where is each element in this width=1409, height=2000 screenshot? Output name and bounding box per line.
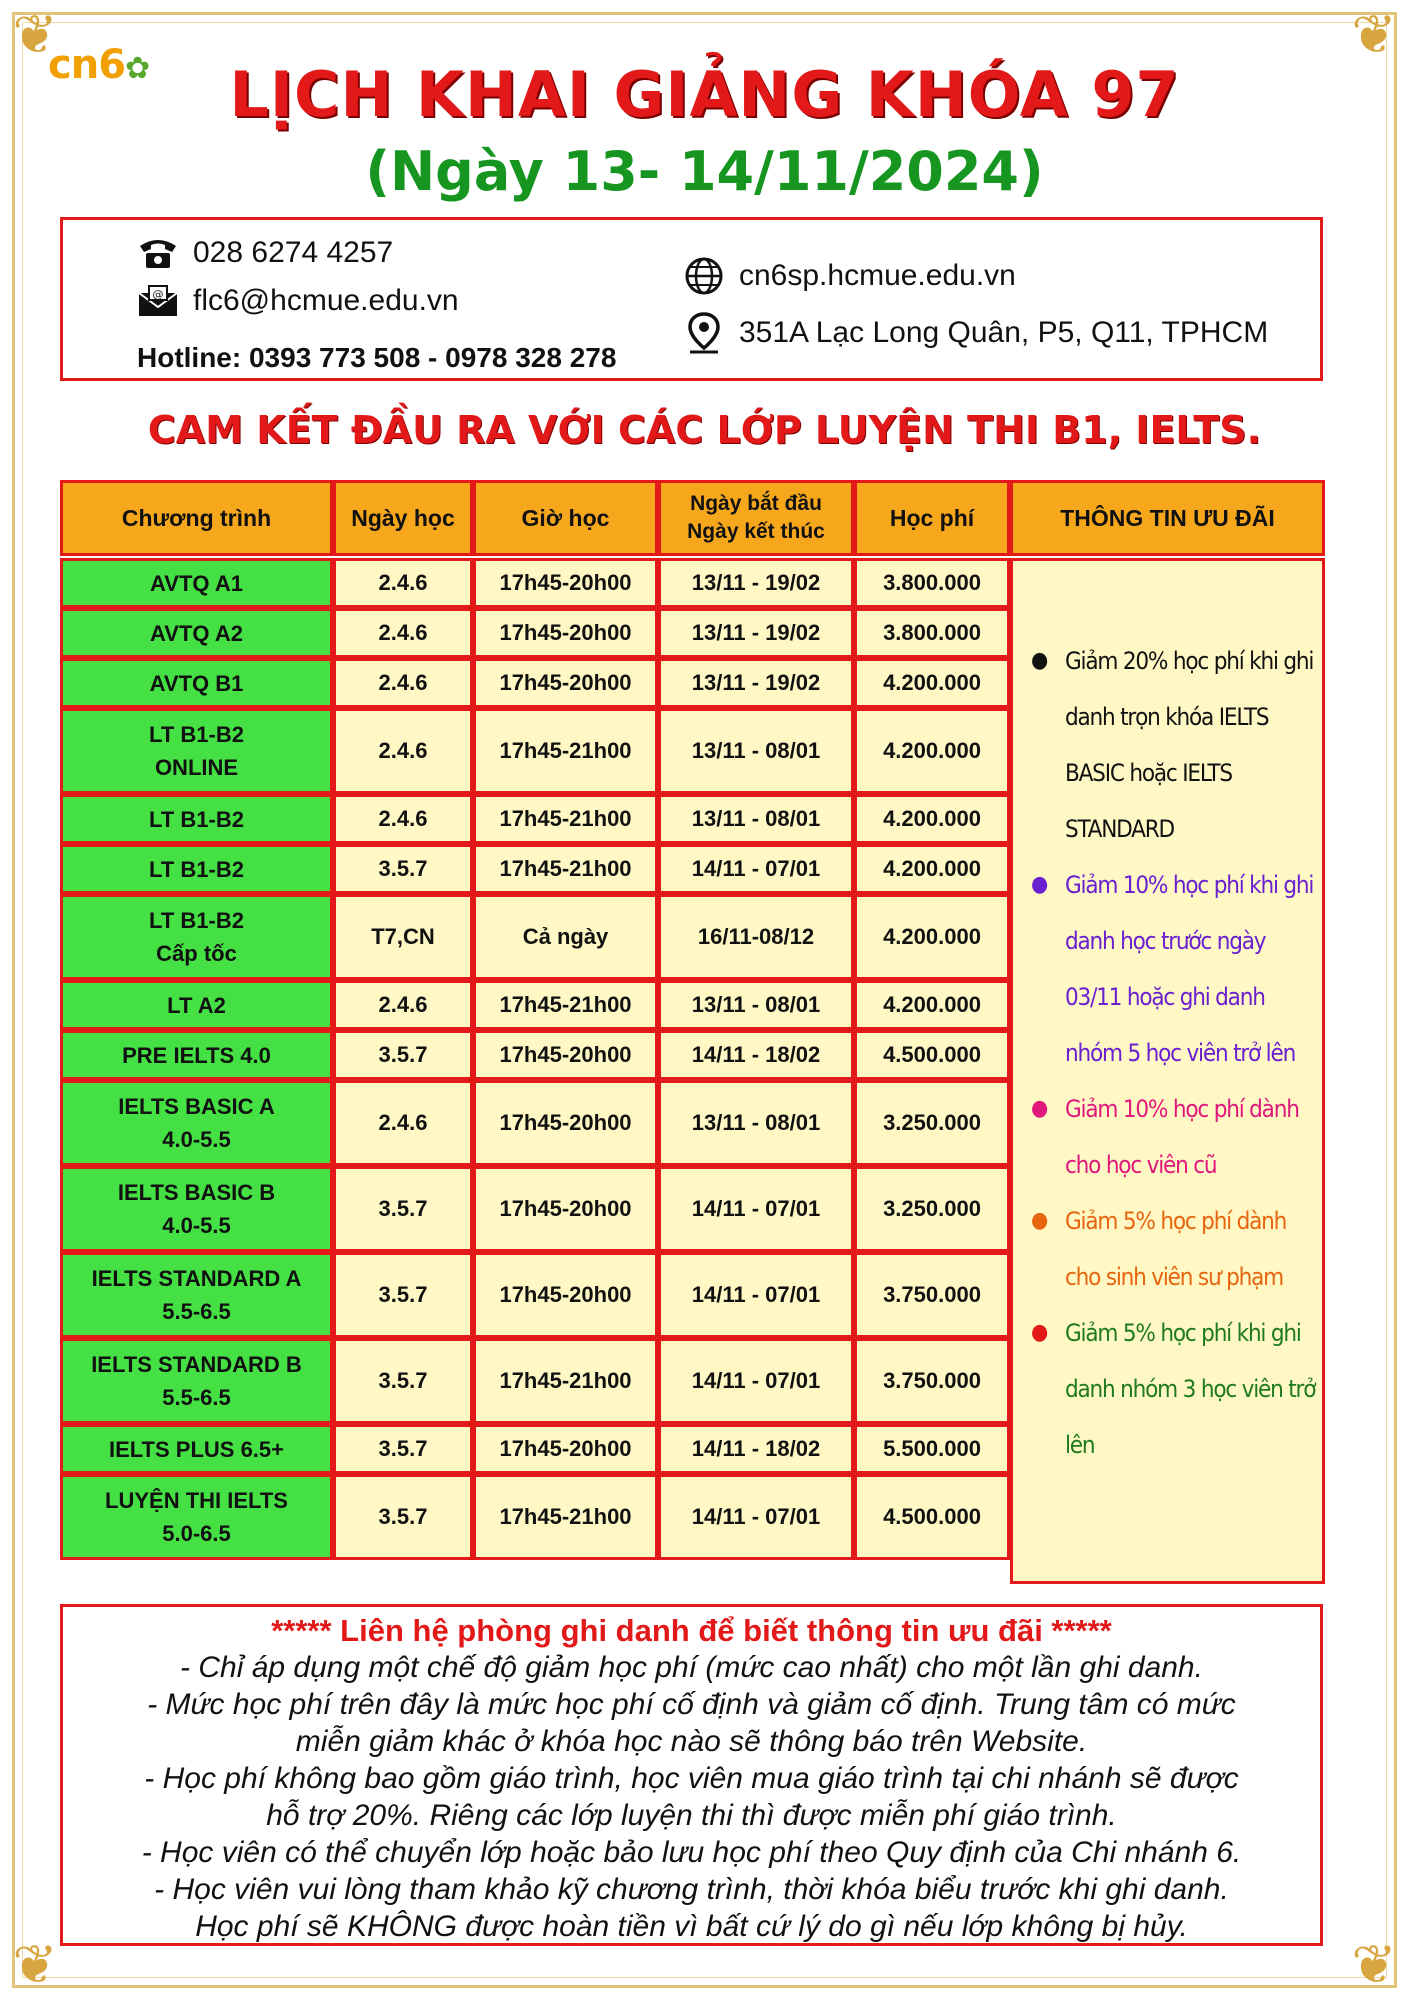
- program-name-line: 4.0-5.5: [162, 1213, 231, 1238]
- program-name-line: LT B1-B2: [149, 806, 244, 832]
- cell-fee: 5.500.000: [854, 1424, 1010, 1474]
- cell-days: 3.5.7: [333, 1166, 473, 1252]
- cell-fee: 3.800.000: [854, 558, 1010, 608]
- bullet-icon: ●: [1031, 1096, 1048, 1121]
- notes-lines: [63, 1649, 1320, 1945]
- cell-time: 17h45-20h00: [473, 1252, 658, 1338]
- cell-time: 17h45-20h00: [473, 608, 658, 658]
- program-name-line: PRE IELTS 4.0: [122, 1042, 271, 1068]
- cell-days: 3.5.7: [333, 1474, 473, 1560]
- header-days: Ngày học: [333, 480, 473, 556]
- promotion-item: ● Giảm 20% học phí khi ghi danh trọn khóa IELTS BASIC hoặc IELTS STANDARD: [1031, 633, 1323, 857]
- cell-program: [60, 980, 333, 1030]
- promotion-item: ● Giảm 10% học phí khi ghi danh học trước ngày 03/11 hoặc ghi danh nhóm 5 học viên trở lên: [1031, 857, 1323, 1081]
- contact-email[interactable]: @ flc6@hcmue.edu.vn: [137, 280, 459, 322]
- cell-fee: 3.250.000: [854, 1166, 1010, 1252]
- cell-program: [60, 1474, 333, 1560]
- cell-time: 17h45-20h00: [473, 558, 658, 608]
- cell-fee: 3.800.000: [854, 608, 1010, 658]
- cell-fee: 4.500.000: [854, 1030, 1010, 1080]
- cell-time: 17h45-20h00: [473, 1030, 658, 1080]
- note-line: hỗ trợ 20%. Riêng các lớp luyện thi thì được miễn phí giáo trình.: [266, 1799, 1117, 1832]
- cell-program: [60, 608, 333, 658]
- header-promotions: THÔNG TIN ƯU ĐÃI: [1010, 480, 1325, 556]
- cell-dates: 14/11 - 07/01: [658, 1252, 854, 1338]
- cell-time: 17h45-21h00: [473, 1338, 658, 1424]
- hotline: Hotline: 0393 773 508 - 0978 328 278: [137, 342, 617, 373]
- program-name-line: AVTQ A2: [150, 620, 243, 646]
- cell-fee: 4.200.000: [854, 794, 1010, 844]
- cell-time: 17h45-21h00: [473, 1474, 658, 1560]
- contact-address: 351A Lạc Long Quân, P5, Q11, TPHCM: [683, 312, 1268, 354]
- cell-fee: 3.750.000: [854, 1252, 1010, 1338]
- cell-time: Cả ngày: [473, 894, 658, 980]
- cell-dates: 13/11 - 19/02: [658, 608, 854, 658]
- cell-dates: 14/11 - 07/01: [658, 1474, 854, 1560]
- bullet-icon: ●: [1031, 872, 1048, 897]
- page-title: LỊCH KHAI GIẢNG KHÓA 97: [229, 58, 1180, 131]
- corner-ornament-icon: ❦: [1351, 5, 1397, 65]
- note-line: - Chỉ áp dụng một chế độ giảm học phí (mức cao nhất) cho một lần ghi danh.: [180, 1651, 1203, 1684]
- promotion-item: ● Giảm 5% học phí khi ghi danh nhóm 3 học viên trở lên: [1031, 1305, 1323, 1473]
- cell-time: 17h45-20h00: [473, 1424, 658, 1474]
- cell-days: 2.4.6: [333, 608, 473, 658]
- note-line: - Học viên có thể chuyển lớp hoặc bảo lưu học phí theo Quy định của Chi nhánh 6.: [141, 1836, 1242, 1869]
- cell-dates: 14/11 - 18/02: [658, 1424, 854, 1474]
- corner-ornament-icon: ❦: [1351, 1935, 1397, 1995]
- cell-days: 2.4.6: [333, 658, 473, 708]
- cell-days: 2.4.6: [333, 558, 473, 608]
- cell-time: 17h45-20h00: [473, 1080, 658, 1166]
- cell-days: 2.4.6: [333, 980, 473, 1030]
- cell-days: 3.5.7: [333, 1252, 473, 1338]
- cell-fee: 4.200.000: [854, 980, 1010, 1030]
- note-line: Học phí sẽ KHÔNG được hoàn tiền vì bất cứ lý do gì nếu lớp không bị hủy.: [195, 1910, 1188, 1943]
- program-name-line: IELTS STANDARD A: [91, 1266, 302, 1291]
- commitment-banner: CAM KẾT ĐẦU RA VỚI CÁC LỚP LUYỆN THI B1, IELTS.: [147, 408, 1262, 452]
- cell-program: [60, 708, 333, 794]
- program-name-line: IELTS BASIC A: [118, 1094, 275, 1119]
- cell-days: 2.4.6: [333, 794, 473, 844]
- promotions-list: [1031, 633, 1323, 1473]
- logo: cn6✿: [48, 42, 150, 88]
- cell-program: [60, 658, 333, 708]
- cell-days: T7,CN: [333, 894, 473, 980]
- telephone-icon: [137, 232, 179, 274]
- cell-dates: 13/11 - 08/01: [658, 794, 854, 844]
- cell-program: [60, 1424, 333, 1474]
- page-subtitle: (Ngày 13- 14/11/2024): [365, 140, 1044, 203]
- program-name-line: LT B1-B2: [149, 856, 244, 882]
- cell-program: [60, 1338, 333, 1424]
- header-time: Giờ học: [473, 480, 658, 556]
- cell-time: 17h45-20h00: [473, 1166, 658, 1252]
- cell-dates: 14/11 - 18/02: [658, 1030, 854, 1080]
- corner-ornament-icon: ❦: [12, 5, 58, 65]
- program-name-line: Cấp tốc: [156, 941, 237, 966]
- promotion-item: ● Giảm 5% học phí dành cho sinh viên sư phạm: [1031, 1193, 1323, 1305]
- cell-program: [60, 558, 333, 608]
- note-line: miễn giảm khác ở khóa học nào sẽ thông báo trên Website.: [295, 1725, 1088, 1758]
- cell-fee: 3.750.000: [854, 1338, 1010, 1424]
- contact-phone: 028 6274 4257: [137, 232, 393, 274]
- cell-time: 17h45-21h00: [473, 980, 658, 1030]
- cell-dates: 16/11-08/12: [658, 894, 854, 980]
- program-name-line: AVTQ A1: [150, 570, 243, 596]
- cell-fee: 4.200.000: [854, 844, 1010, 894]
- cell-time: 17h45-21h00: [473, 844, 658, 894]
- program-name-line: IELTS STANDARD B: [91, 1352, 302, 1377]
- cell-program: [60, 894, 333, 980]
- program-name-line: LUYỆN THI IELTS: [105, 1488, 288, 1513]
- cell-dates: 13/11 - 19/02: [658, 558, 854, 608]
- program-name-line: 5.5-6.5: [162, 1299, 231, 1324]
- cell-days: 3.5.7: [333, 844, 473, 894]
- cell-dates: 13/11 - 08/01: [658, 1080, 854, 1166]
- cell-days: 3.5.7: [333, 1030, 473, 1080]
- email-icon: [137, 280, 179, 322]
- contact-website[interactable]: cn6sp.hcmue.edu.vn: [683, 255, 1016, 297]
- program-name-line: 5.0-6.5: [162, 1521, 231, 1546]
- cell-program: [60, 1080, 333, 1166]
- svg-text:@: @: [152, 288, 164, 301]
- program-name-line: LT B1-B2: [149, 722, 244, 747]
- corner-ornament-icon: ❦: [12, 1935, 58, 1995]
- cell-dates: 14/11 - 07/01: [658, 844, 854, 894]
- header-program: Chương trình: [60, 480, 333, 556]
- cell-program: [60, 794, 333, 844]
- program-name-line: IELTS PLUS 6.5+: [108, 1436, 285, 1462]
- program-name-line: LT B1-B2: [149, 908, 244, 933]
- cell-dates: 14/11 - 07/01: [658, 1166, 854, 1252]
- cell-dates: 14/11 - 07/01: [658, 1338, 854, 1424]
- cell-days: 2.4.6: [333, 708, 473, 794]
- program-name-line: AVTQ B1: [149, 670, 244, 696]
- program-name-line: 5.5-6.5: [162, 1385, 231, 1410]
- program-name-line: IELTS BASIC B: [117, 1180, 276, 1205]
- promotion-item: ● Giảm 10% học phí dành cho học viên cũ: [1031, 1081, 1323, 1193]
- cell-time: 17h45-21h00: [473, 794, 658, 844]
- cell-days: 2.4.6: [333, 1080, 473, 1166]
- cell-fee: 3.250.000: [854, 1080, 1010, 1166]
- map-pin-icon: [683, 312, 725, 354]
- header-fee: Học phí: [854, 480, 1010, 556]
- cell-time: 17h45-21h00: [473, 708, 658, 794]
- contact-box: [60, 217, 1323, 381]
- header-dates: Ngày bắt đầu Ngày kết thúc: [658, 480, 854, 556]
- leaf-icon: ✿: [125, 51, 150, 86]
- cell-program: [60, 1030, 333, 1080]
- cell-days: 3.5.7: [333, 1338, 473, 1424]
- cell-program: [60, 844, 333, 894]
- note-line: - Học viên vui lòng tham khảo kỹ chương trình, thời khóa biểu trước khi ghi danh.: [154, 1873, 1229, 1906]
- cell-dates: 13/11 - 19/02: [658, 658, 854, 708]
- cell-fee: 4.200.000: [854, 708, 1010, 794]
- program-name-line: LT A2: [167, 992, 226, 1018]
- cell-dates: 13/11 - 08/01: [658, 980, 854, 1030]
- notes-heading: ***** Liên hệ phòng ghi danh để biết thông tin ưu đãi *****: [271, 1613, 1112, 1648]
- cell-program: [60, 1166, 333, 1252]
- bullet-icon: ●: [1031, 648, 1048, 673]
- note-line: - Mức học phí trên đây là mức học phí cố định và giảm cố định. Trung tâm có mức: [147, 1688, 1236, 1721]
- program-name-line: 4.0-5.5: [162, 1127, 231, 1152]
- cell-time: 17h45-20h00: [473, 658, 658, 708]
- cell-days: 3.5.7: [333, 1424, 473, 1474]
- notes-box: [60, 1604, 1323, 1946]
- bullet-icon: ●: [1031, 1320, 1048, 1345]
- globe-icon: [683, 255, 725, 297]
- cell-dates: 13/11 - 08/01: [658, 708, 854, 794]
- promotions-panel: [1010, 558, 1325, 1584]
- cell-fee: 4.200.000: [854, 894, 1010, 980]
- cell-program: [60, 1252, 333, 1338]
- cell-fee: 4.200.000: [854, 658, 1010, 708]
- cell-fee: 4.500.000: [854, 1474, 1010, 1560]
- program-name-line: ONLINE: [154, 755, 239, 780]
- bullet-icon: ●: [1031, 1208, 1048, 1233]
- note-line: - Học phí không bao gồm giáo trình, học viên mua giáo trình tại chi nhánh sẽ được: [144, 1762, 1239, 1795]
